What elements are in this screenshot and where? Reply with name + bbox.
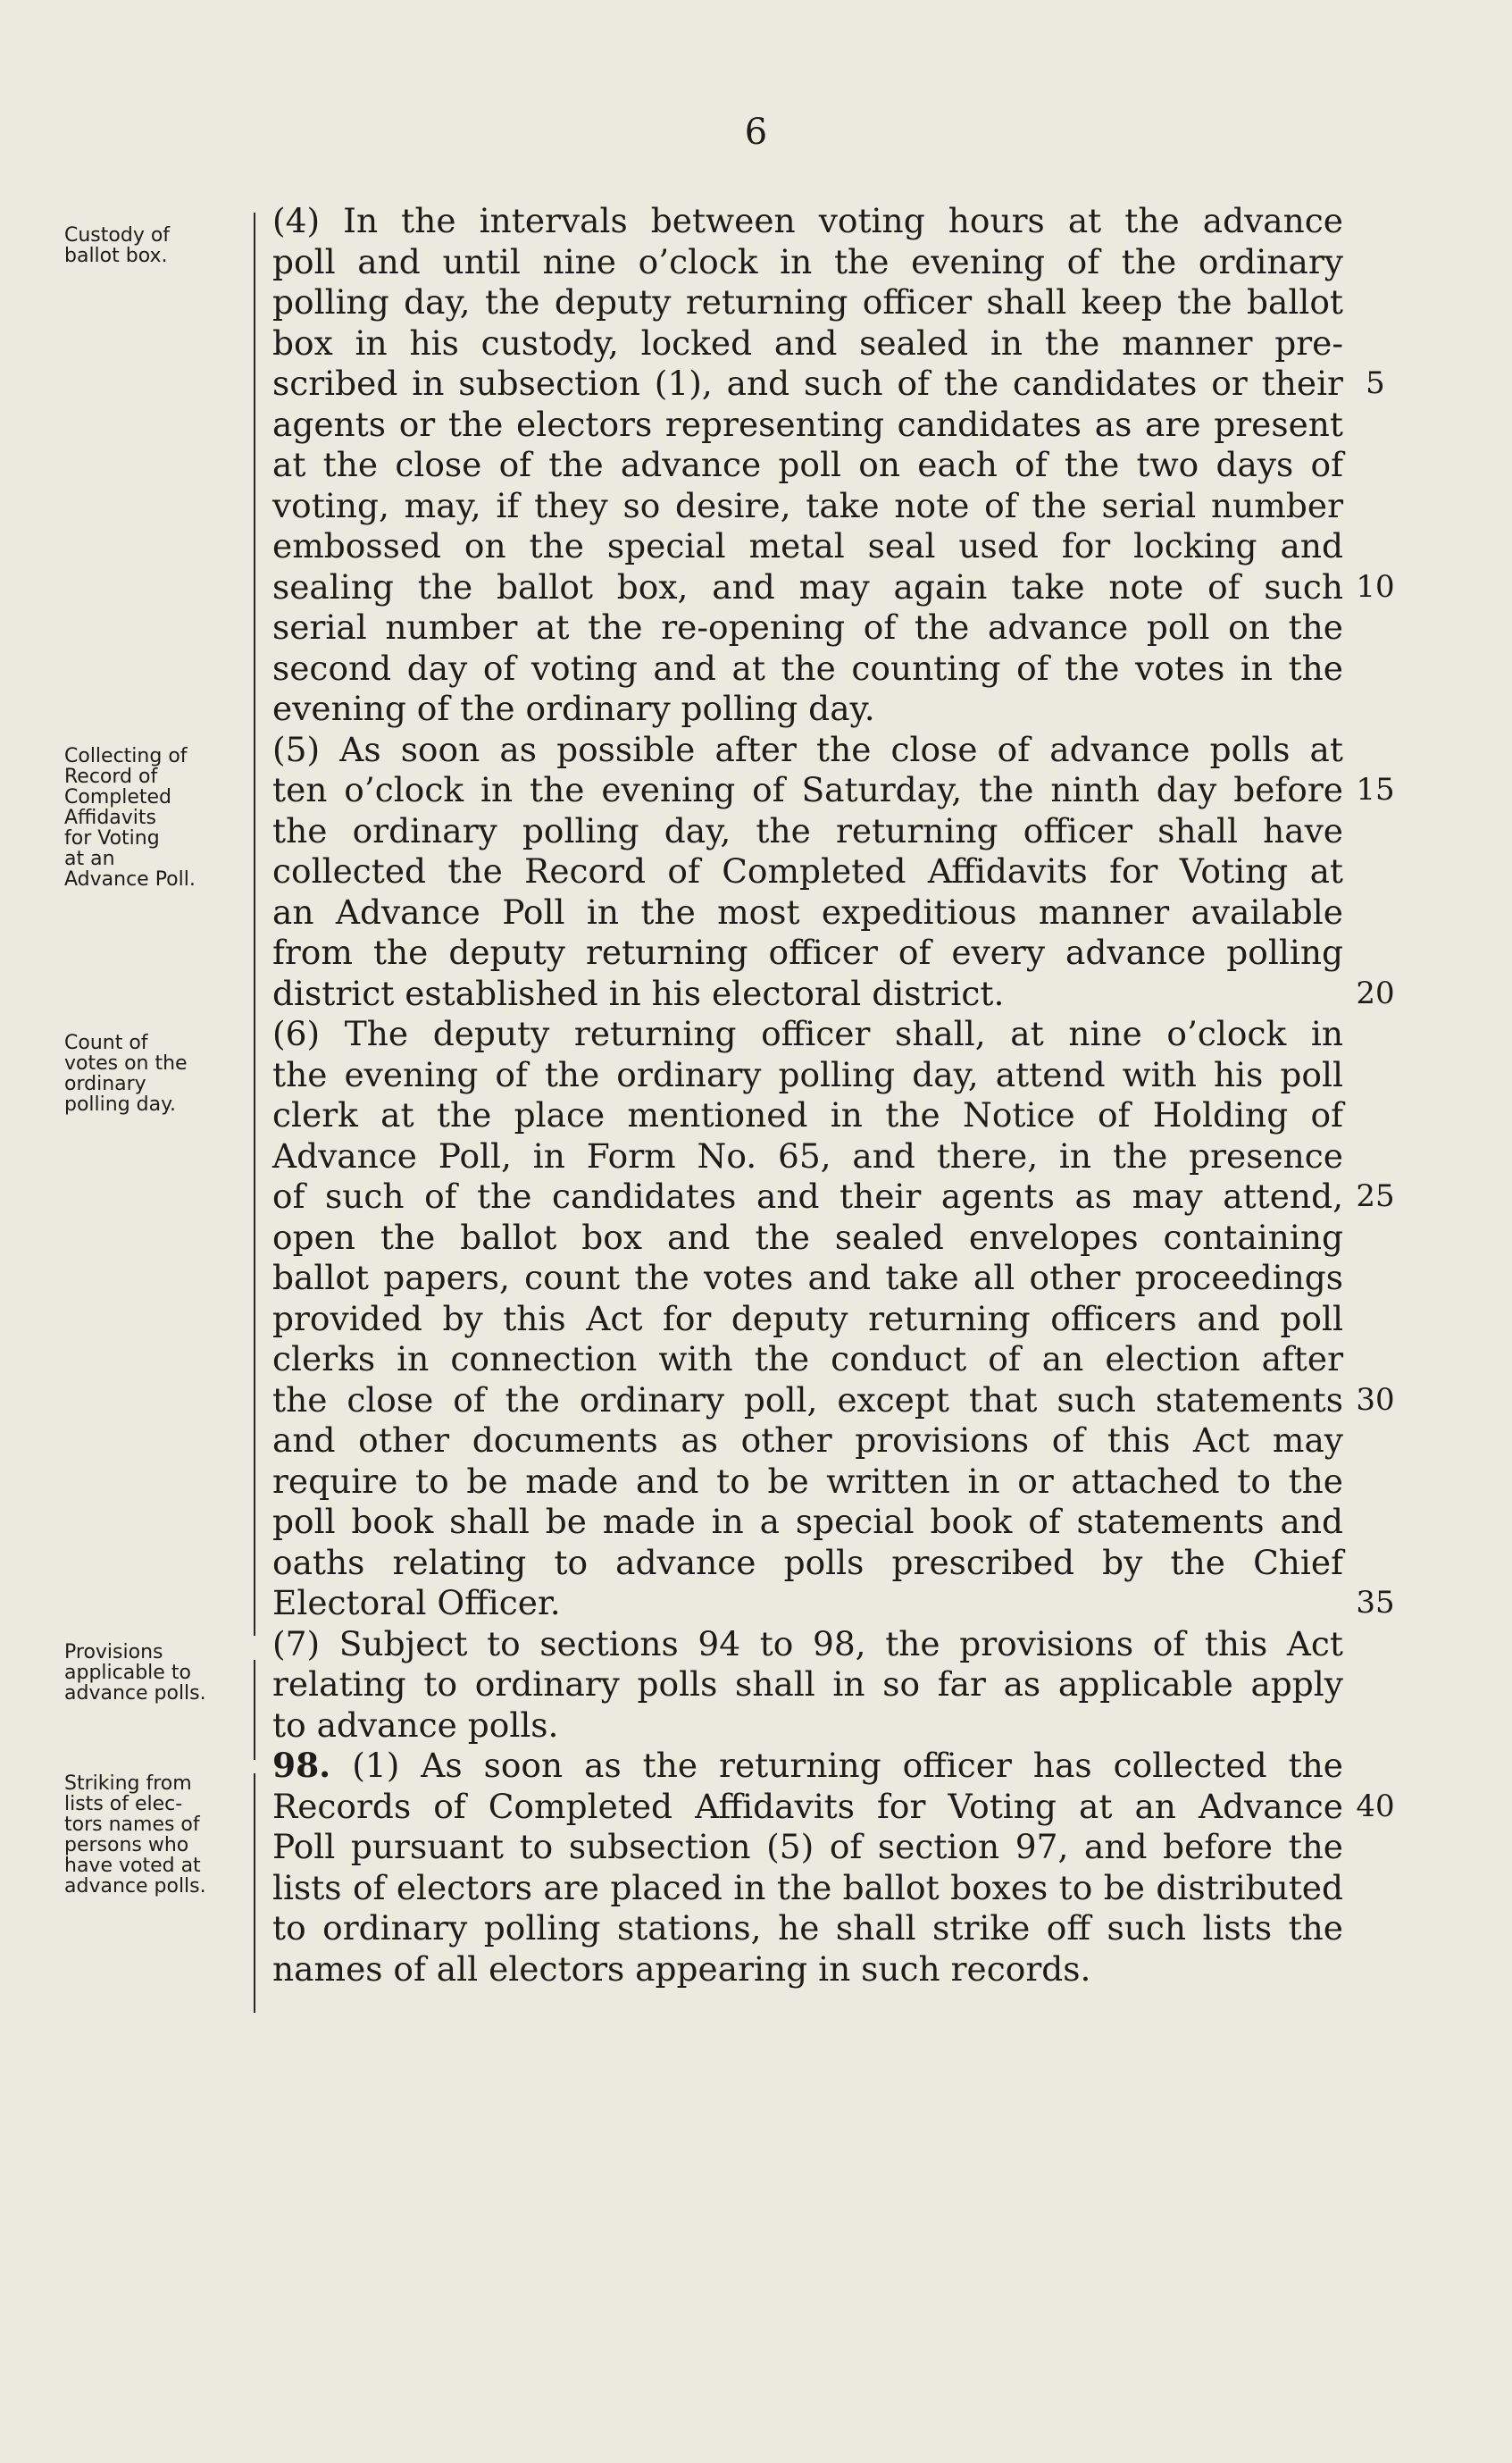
- sidenote-line: Completed: [64, 786, 171, 808]
- sidenote-line: tors names of: [64, 1814, 200, 1836]
- text-line: (5) As soon as possible after the close of advance polls at: [272, 729, 1343, 769]
- sidenote-line: ordinary: [64, 1073, 146, 1095]
- sidenote-line: Count of: [64, 1032, 148, 1054]
- text-line: sealing the ballot box, and may again take note of such: [272, 566, 1343, 607]
- text-line: oaths relating to advance polls prescribed by the Chief: [272, 1542, 1343, 1582]
- sidenote-collecting-of-record: [64, 746, 263, 890]
- text-line: poll book shall be made in a special book of statements and: [272, 1502, 1343, 1541]
- text-line: clerk at the place mentioned in the Notice of Holding of: [272, 1095, 1343, 1135]
- text-line: serial number at the re-opening of the advance poll on the: [272, 607, 1343, 647]
- text-line: ten o’clock in the evening of Saturday, the ninth day before: [272, 770, 1343, 809]
- text-line: at the close of the advance poll on each of the two days of: [272, 445, 1343, 484]
- sidenote-line: polling day.: [64, 1093, 176, 1116]
- text-line: the evening of the ordinary polling day, attend with his poll: [272, 1054, 1343, 1094]
- sidenote-line: have voted at: [64, 1855, 201, 1877]
- sidenote-line: persons who: [64, 1834, 189, 1856]
- text-line: from the deputy returning officer of every advance polling: [272, 933, 1343, 972]
- line-number: 35: [1356, 1585, 1395, 1621]
- text-line: (1) As soon as the returning officer has collected the: [352, 1746, 1343, 1785]
- text-line: embossed on the special metal seal used for locking and: [272, 526, 1343, 565]
- line-number: 5: [1366, 365, 1385, 401]
- text-line: lists of electors are placed in the ballot boxes to be distributed: [272, 1867, 1343, 1907]
- text-line: and other documents as other provisions of this Act may: [272, 1420, 1343, 1460]
- text-line: Records of Completed Affidavits for Voting at an Advance: [272, 1786, 1343, 1826]
- sidenote-line: Striking from: [64, 1772, 192, 1795]
- text-line: Electoral Officer.: [272, 1583, 561, 1622]
- sidenote-line: advance polls.: [64, 1682, 206, 1705]
- sidenote-line: Provisions: [64, 1641, 163, 1663]
- sidenote-line: at an: [64, 848, 115, 870]
- text-line: the close of the ordinary poll, except that such statements: [272, 1379, 1343, 1420]
- sidenote-count-of-votes: [64, 1033, 263, 1115]
- text-line: require to be made and to be written in or attached to the: [272, 1461, 1343, 1501]
- line-number: 15: [1356, 772, 1395, 808]
- line-number: 25: [1356, 1178, 1395, 1214]
- section-number: 98.: [272, 1746, 331, 1785]
- margin-rule: [254, 213, 255, 1636]
- text-line: polling day, the deputy returning officer shall keep the ballot: [272, 282, 1343, 322]
- text-line: box in his custody, locked and sealed in the manner pre-: [272, 323, 1343, 363]
- text-line: provided by this Act for deputy returning officers and poll: [272, 1298, 1343, 1338]
- text-line: Advance Poll, in Form No. 65, and there, in the presence: [272, 1135, 1343, 1176]
- text-line: (4) In the intervals between voting hours at the advance: [272, 201, 1343, 240]
- line-number: 20: [1356, 975, 1395, 1011]
- sidenote-line: votes on the: [64, 1052, 188, 1075]
- text-line: to advance polls.: [272, 1705, 559, 1745]
- text-line: relating to ordinary polls shall in so far as applicable apply: [272, 1664, 1343, 1704]
- text-line: Poll pursuant to subsection (5) of section 97, and before the: [272, 1827, 1343, 1866]
- line-number: 40: [1356, 1788, 1395, 1824]
- text-line: second day of voting and at the counting of the votes in the: [272, 648, 1343, 688]
- sidenote-line: Advance Poll.: [64, 868, 196, 891]
- text-line: an Advance Poll in the most expeditious manner available: [272, 892, 1343, 932]
- text-line: (7) Subject to sections 94 to 98, the provisions of this Act: [272, 1623, 1343, 1663]
- sidenote-line: Record of: [64, 766, 158, 788]
- text-line: ballot papers, count the votes and take all other proceedings: [272, 1258, 1343, 1297]
- line-number: 30: [1356, 1381, 1395, 1418]
- text-line: agents or the electors representing candidates as are present: [272, 404, 1343, 444]
- page-number: 6: [744, 112, 768, 153]
- sidenote-striking-from-lists: [64, 1773, 263, 1897]
- section-98-first-line: [272, 1746, 1343, 1787]
- text-line: scribed in subsection (1), and such of the candidates or their: [272, 364, 1343, 403]
- text-line: district established in his electoral district.: [272, 973, 1005, 1013]
- sidenote-line: advance polls.: [64, 1875, 206, 1898]
- sidenote-line: ballot box.: [64, 245, 168, 267]
- line-number: 10: [1356, 568, 1395, 605]
- text-line: (6) The deputy returning officer shall, at nine o’clock in: [272, 1014, 1343, 1053]
- text-line: open the ballot box and the sealed envelopes containing: [272, 1217, 1343, 1257]
- text-line: to ordinary polling stations, he shall strike off such lists the: [272, 1908, 1343, 1948]
- text-line: of such of the candidates and their agents as may attend,: [272, 1177, 1343, 1216]
- text-line: collected the Record of Completed Affidavits for Voting at: [272, 851, 1343, 891]
- sidenote-line: Custody of: [64, 224, 171, 247]
- text-line: clerks in connection with the conduct of an election after: [272, 1339, 1343, 1378]
- sidenote-custody-of-ballot-box: [64, 225, 263, 266]
- text-line: voting, may, if they so desire, take note of the serial number: [272, 485, 1343, 525]
- text-line: names of all electors appearing in such records.: [272, 1948, 1091, 1989]
- sidenote-provisions-applicable: [64, 1642, 263, 1704]
- sidenote-line: Collecting of: [64, 745, 188, 767]
- sidenote-line: Affidavits: [64, 807, 156, 829]
- text-line: the ordinary polling day, the returning officer shall have: [272, 810, 1343, 850]
- sidenote-line: for Voting: [64, 827, 160, 850]
- sidenote-line: applicable to: [64, 1662, 191, 1684]
- sidenote-line: lists of elec-: [64, 1793, 183, 1815]
- text-line: poll and until nine o’clock in the evening of the ordinary: [272, 241, 1343, 281]
- text-line: evening of the ordinary polling day.: [272, 689, 875, 728]
